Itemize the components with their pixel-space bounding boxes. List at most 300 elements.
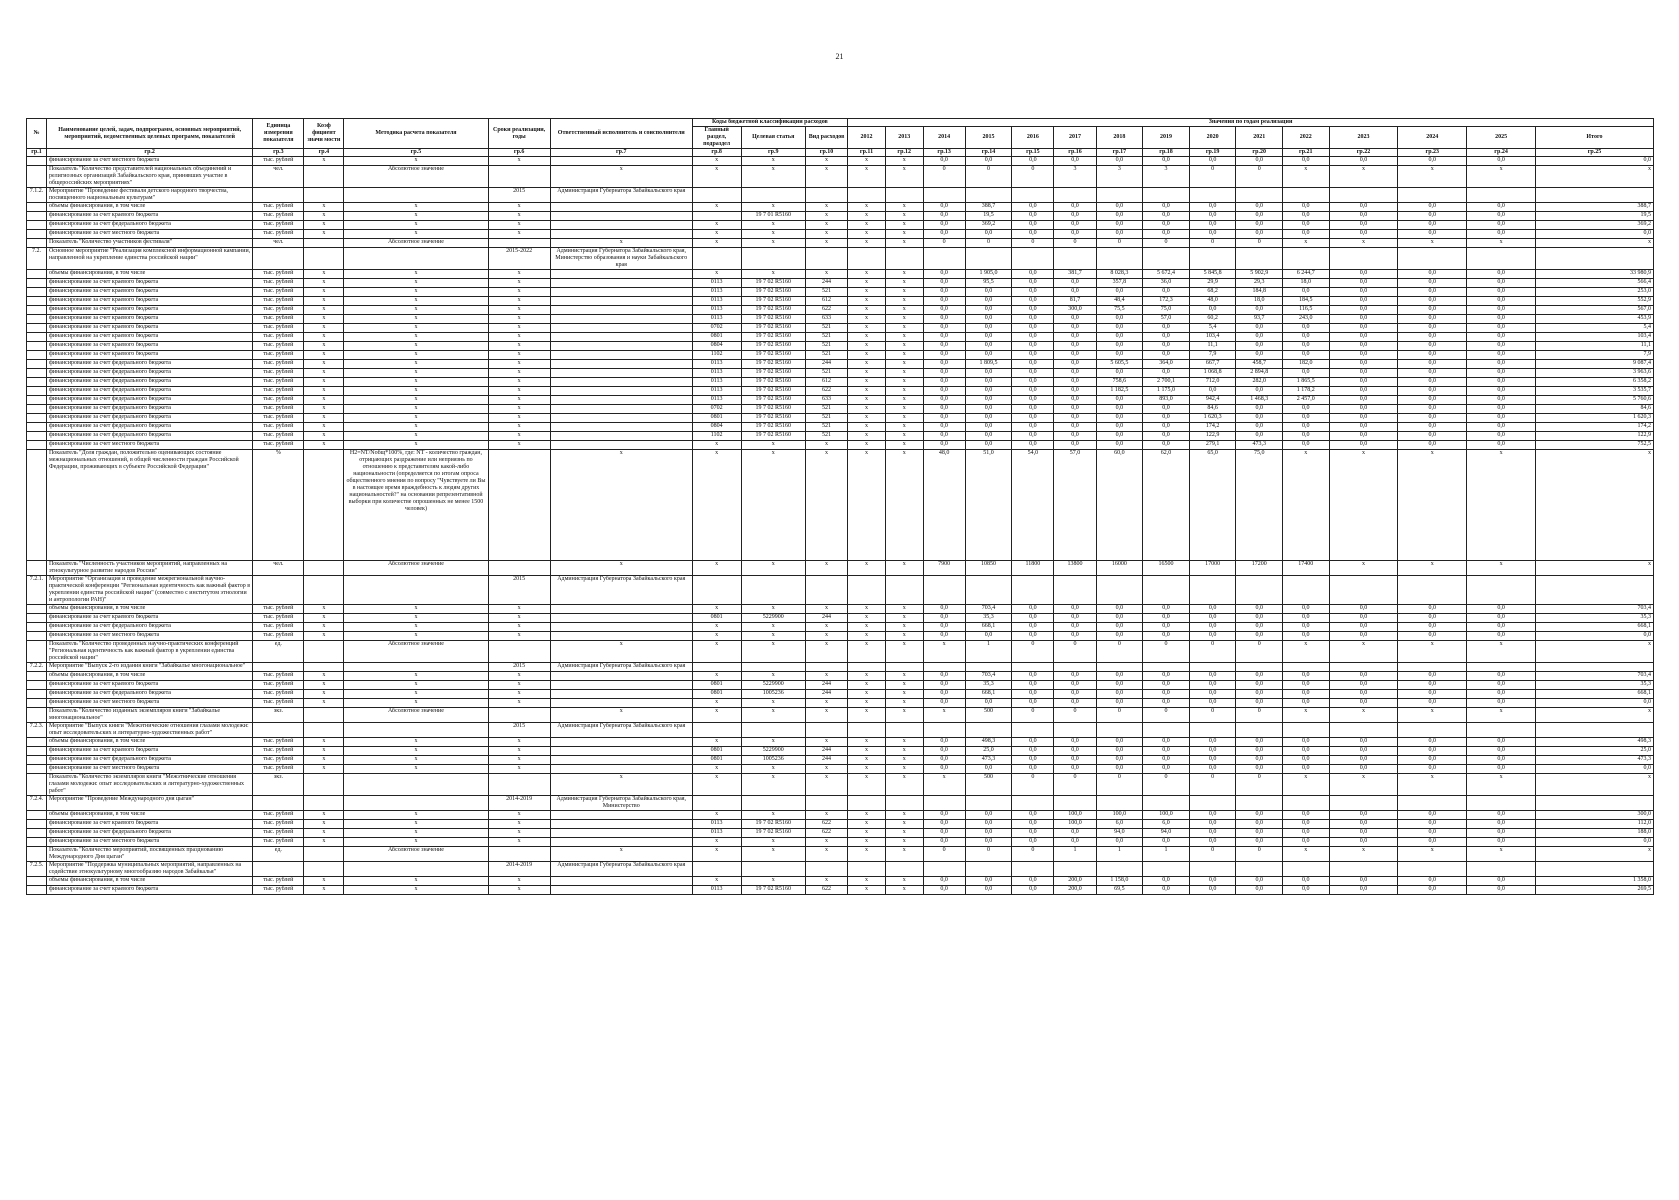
table-row xyxy=(27,820,1654,829)
row-year-value: x xyxy=(1329,708,1398,723)
row-year-value: 0,0 xyxy=(923,838,965,847)
row-year-value: 0,0 xyxy=(965,288,1012,297)
row-year-value: x xyxy=(885,829,923,838)
row-total: 0,0 xyxy=(1535,157,1653,166)
row-kbk: x xyxy=(805,641,847,663)
row-coefficient: x xyxy=(304,765,344,774)
table-row xyxy=(27,811,1654,820)
row-name: Основное мероприятие "Реализация комплексной информационной кампании, направленной на укрепление единства российской нации" xyxy=(46,248,252,270)
row-year-value: 0,0 xyxy=(1329,886,1398,895)
row-year-value: 369,2 xyxy=(965,221,1012,230)
row-year-value: x xyxy=(1398,847,1467,862)
header-unit: Единица измерения показателя xyxy=(253,119,304,149)
row-period: x xyxy=(488,324,550,333)
row-kbk: 0804 xyxy=(692,342,741,351)
program-table-container xyxy=(26,118,1654,895)
row-year-value: 0,0 xyxy=(1012,360,1054,369)
row-name: финансирование за счет местного бюджета xyxy=(46,838,252,847)
row-unit: тыс. рублей xyxy=(253,212,304,221)
row-year-value: 0,0 xyxy=(1012,632,1054,641)
row-year-value xyxy=(1467,862,1536,877)
row-kbk: x xyxy=(692,672,741,681)
row-year-value: 0,0 xyxy=(1012,342,1054,351)
row-year-value: 0,0 xyxy=(1282,230,1329,239)
row-year-value: 0,0 xyxy=(1282,423,1329,432)
row-year-value: 0 xyxy=(1054,239,1096,248)
column-number: гр.11 xyxy=(848,149,886,157)
row-year-value xyxy=(1096,576,1143,605)
row-coefficient: x xyxy=(304,405,344,414)
row-year-value: x xyxy=(1398,450,1467,561)
row-method: x xyxy=(344,405,488,414)
row-total: 25,0 xyxy=(1535,747,1653,756)
row-year-value: 0,0 xyxy=(1054,623,1096,632)
row-year-value: 81,7 xyxy=(1054,297,1096,306)
table-row xyxy=(27,351,1654,360)
row-period xyxy=(488,708,550,723)
row-kbk: 19 7 02 R5160 xyxy=(741,315,805,324)
row-period xyxy=(488,641,550,663)
row-unit: тыс. рублей xyxy=(253,360,304,369)
row-year-value: 0,0 xyxy=(1236,342,1283,351)
row-coefficient xyxy=(304,862,344,877)
row-coefficient xyxy=(304,796,344,811)
row-year-value: 3 xyxy=(1143,166,1190,188)
row-year-value xyxy=(1236,188,1283,203)
row-year-value: 0,0 xyxy=(1054,351,1096,360)
row-year-value: 0 xyxy=(1143,708,1190,723)
row-year-value xyxy=(1012,663,1054,672)
row-kbk: 244 xyxy=(805,690,847,699)
row-year-value: x xyxy=(848,672,886,681)
row-method: x xyxy=(344,699,488,708)
row-year-value xyxy=(1012,796,1054,811)
row-name: Мероприятие "Выпуск 2-го издания книги "Забайкалье многонациональное" xyxy=(46,663,252,672)
row-year-value xyxy=(1236,862,1283,877)
row-year-value: 6 244,7 xyxy=(1282,270,1329,279)
row-year-value: 0,0 xyxy=(1143,423,1190,432)
row-name: финансирование за счет федерального бюджета xyxy=(46,623,252,632)
row-name: финансирование за счет федерального бюджета xyxy=(46,829,252,838)
row-year-value: 0,0 xyxy=(1096,405,1143,414)
table-row xyxy=(27,423,1654,432)
row-year-value xyxy=(1054,188,1096,203)
row-method: x xyxy=(344,738,488,747)
row-year-value: 0,0 xyxy=(1282,811,1329,820)
row-responsible xyxy=(550,811,692,820)
row-year-value: 0,0 xyxy=(1189,230,1236,239)
row-year-value: x xyxy=(885,877,923,886)
row-year-value: 0,0 xyxy=(1467,333,1536,342)
row-responsible: x xyxy=(550,641,692,663)
row-kbk: 19 7 02 R5160 xyxy=(741,432,805,441)
row-unit: тыс. рублей xyxy=(253,230,304,239)
row-year-value: x xyxy=(885,847,923,862)
row-year-value: x xyxy=(1467,561,1536,576)
row-kbk: x xyxy=(805,239,847,248)
row-number xyxy=(27,690,47,699)
row-kbk xyxy=(692,663,741,672)
row-kbk: x xyxy=(741,450,805,561)
row-year-value: x xyxy=(1282,166,1329,188)
row-kbk: x xyxy=(741,838,805,847)
row-year-value xyxy=(965,188,1012,203)
row-unit: тыс. рублей xyxy=(253,351,304,360)
row-year-value: 0,0 xyxy=(1143,614,1190,623)
row-kbk: 19 7 02 R5160 xyxy=(741,387,805,396)
row-kbk: x xyxy=(741,270,805,279)
row-kbk: 244 xyxy=(805,747,847,756)
row-name: финансирование за счет федерального бюджета xyxy=(46,414,252,423)
header-year: 2017 xyxy=(1054,127,1096,149)
row-year-value: 388,7 xyxy=(965,203,1012,212)
row-kbk: 19 7 02 R5160 xyxy=(741,414,805,423)
row-year-value: x xyxy=(885,315,923,324)
row-year-value: 95,5 xyxy=(965,279,1012,288)
row-year-value: 0,0 xyxy=(1143,765,1190,774)
row-kbk: x xyxy=(741,623,805,632)
row-coefficient: x xyxy=(304,414,344,423)
row-year-value: x xyxy=(848,166,886,188)
row-year-value: 0,0 xyxy=(1054,157,1096,166)
row-year-value: 0,0 xyxy=(965,387,1012,396)
row-year-value: 0,0 xyxy=(1054,738,1096,747)
row-year-value: 0,0 xyxy=(1282,690,1329,699)
row-total: 0,0 xyxy=(1535,838,1653,847)
row-unit: тыс. рублей xyxy=(253,614,304,623)
row-kbk: x xyxy=(692,605,741,614)
row-year-value: 0 xyxy=(1012,239,1054,248)
row-year-value: 0,0 xyxy=(1467,614,1536,623)
row-year-value: 0 xyxy=(1236,774,1283,796)
row-number xyxy=(27,369,47,378)
row-year-value: 0,0 xyxy=(1054,765,1096,774)
row-responsible: Администрация Губернатора Забайкальского края xyxy=(550,663,692,672)
row-coefficient: x xyxy=(304,820,344,829)
row-year-value: x xyxy=(848,351,886,360)
header-year: 2013 xyxy=(885,127,923,149)
table-row xyxy=(27,723,1654,738)
row-year-value: x xyxy=(885,270,923,279)
row-year-value xyxy=(1467,248,1536,270)
row-method: x xyxy=(344,387,488,396)
row-year-value: 0,0 xyxy=(1282,212,1329,221)
row-year-value: 0,0 xyxy=(1329,672,1398,681)
row-year-value: x xyxy=(1282,450,1329,561)
row-year-value: 17000 xyxy=(1189,561,1236,576)
row-year-value: 0,0 xyxy=(1329,405,1398,414)
row-kbk: 612 xyxy=(805,297,847,306)
column-number: гр.20 xyxy=(1236,149,1283,157)
row-method: x xyxy=(344,681,488,690)
row-responsible xyxy=(550,333,692,342)
row-period: 2014-2019 xyxy=(488,862,550,877)
column-number: гр.9 xyxy=(741,149,805,157)
row-year-value: x xyxy=(848,423,886,432)
row-kbk: 19 7 02 R5160 xyxy=(741,306,805,315)
column-number: гр.23 xyxy=(1398,149,1467,157)
row-year-value: 0,0 xyxy=(1398,414,1467,423)
row-year-value: 0 xyxy=(1012,708,1054,723)
row-method: Абсолютное значение xyxy=(344,641,488,663)
table-row xyxy=(27,699,1654,708)
row-year-value: x xyxy=(1329,847,1398,862)
row-year-value: 0,0 xyxy=(923,212,965,221)
row-name: финансирование за счет краевого бюджета xyxy=(46,886,252,895)
row-kbk: x xyxy=(805,166,847,188)
row-responsible xyxy=(550,623,692,632)
row-year-value: 0,0 xyxy=(1096,738,1143,747)
row-year-value: 0,0 xyxy=(1398,351,1467,360)
row-year-value: 0,0 xyxy=(1012,387,1054,396)
row-kbk xyxy=(692,862,741,877)
row-year-value: 100,0 xyxy=(1054,820,1096,829)
row-year-value xyxy=(1329,248,1398,270)
row-total: 33 980,9 xyxy=(1535,270,1653,279)
row-year-value: 0,0 xyxy=(1282,342,1329,351)
row-year-value: 0,0 xyxy=(1143,157,1190,166)
row-method: x xyxy=(344,632,488,641)
row-year-value: 0,0 xyxy=(1398,203,1467,212)
row-year-value: 0,0 xyxy=(1054,681,1096,690)
row-kbk: x xyxy=(692,699,741,708)
row-number xyxy=(27,681,47,690)
row-year-value: 0,0 xyxy=(1096,396,1143,405)
row-unit: тыс. рублей xyxy=(253,306,304,315)
row-kbk: x xyxy=(741,230,805,239)
row-year-value: 0,0 xyxy=(1282,632,1329,641)
row-total: 103,4 xyxy=(1535,333,1653,342)
row-name: объемы финансирования, в том числе xyxy=(46,738,252,747)
row-year-value: x xyxy=(885,765,923,774)
row-year-value: 0,0 xyxy=(923,342,965,351)
row-year-value: x xyxy=(1467,239,1536,248)
row-unit: тыс. рублей xyxy=(253,738,304,747)
row-period: x xyxy=(488,756,550,765)
header-year: 2021 xyxy=(1236,127,1283,149)
row-year-value: 0,0 xyxy=(1012,315,1054,324)
row-year-value: 35,3 xyxy=(965,681,1012,690)
row-coefficient: x xyxy=(304,230,344,239)
row-year-value: 11,1 xyxy=(1189,342,1236,351)
row-year-value: 0,0 xyxy=(1236,747,1283,756)
row-year-value: x xyxy=(1467,450,1536,561)
row-year-value xyxy=(848,663,886,672)
row-kbk: x xyxy=(692,561,741,576)
row-responsible: Администрация Губернатора Забайкальского края xyxy=(550,862,692,877)
row-kbk: 19 7 02 R5160 xyxy=(741,333,805,342)
header-method: Методика расчета показателя xyxy=(344,119,488,149)
row-year-value: 29,3 xyxy=(1236,279,1283,288)
row-number xyxy=(27,561,47,576)
row-year-value: 0,0 xyxy=(923,765,965,774)
row-year-value: 0,0 xyxy=(1012,212,1054,221)
row-year-value: 0,0 xyxy=(1012,623,1054,632)
table-row xyxy=(27,306,1654,315)
row-year-value: x xyxy=(1467,708,1536,723)
row-year-value: 0,0 xyxy=(1054,405,1096,414)
row-coefficient: x xyxy=(304,342,344,351)
row-period: x xyxy=(488,396,550,405)
row-number xyxy=(27,360,47,369)
row-year-value: 0,0 xyxy=(1398,230,1467,239)
row-kbk: x xyxy=(805,708,847,723)
row-year-value: 0,0 xyxy=(1054,747,1096,756)
row-year-value: 0 xyxy=(1012,774,1054,796)
row-responsible xyxy=(550,157,692,166)
row-unit: чел. xyxy=(253,561,304,576)
row-period: x xyxy=(488,414,550,423)
row-kbk: 521 xyxy=(805,432,847,441)
row-year-value: 0,0 xyxy=(965,333,1012,342)
row-year-value: 0,0 xyxy=(1012,886,1054,895)
row-year-value: 0,0 xyxy=(1329,221,1398,230)
row-year-value: x xyxy=(885,333,923,342)
row-year-value: 0,0 xyxy=(1467,342,1536,351)
row-year-value: 473,3 xyxy=(965,756,1012,765)
table-row xyxy=(27,690,1654,699)
row-number xyxy=(27,738,47,747)
row-kbk xyxy=(805,248,847,270)
row-year-value: 0,0 xyxy=(923,279,965,288)
row-kbk: x xyxy=(741,738,805,747)
row-method: Абсолютное значение xyxy=(344,561,488,576)
row-year-value: 0,0 xyxy=(1189,614,1236,623)
row-responsible xyxy=(550,270,692,279)
row-year-value: x xyxy=(885,699,923,708)
row-year-value: 0,0 xyxy=(923,623,965,632)
row-kbk: x xyxy=(805,212,847,221)
row-year-value: x xyxy=(885,288,923,297)
row-year-value: 0,0 xyxy=(1329,351,1398,360)
row-year-value xyxy=(1012,248,1054,270)
row-coefficient: x xyxy=(304,351,344,360)
row-year-value: 0,0 xyxy=(1329,441,1398,450)
row-kbk: 19 7 02 R5160 xyxy=(741,829,805,838)
row-year-value: 16500 xyxy=(1143,561,1190,576)
row-year-value: 62,0 xyxy=(1143,450,1190,561)
row-method: x xyxy=(344,829,488,838)
row-year-value: 0,0 xyxy=(1143,747,1190,756)
row-year-value: 0,0 xyxy=(1329,157,1398,166)
row-year-value: x xyxy=(848,212,886,221)
row-year-value: x xyxy=(848,641,886,663)
row-name: финансирование за счет краевого бюджета xyxy=(46,351,252,360)
row-year-value: 0 xyxy=(1096,774,1143,796)
row-method: x xyxy=(344,221,488,230)
row-method: x xyxy=(344,838,488,847)
row-year-value: 0,0 xyxy=(1143,672,1190,681)
header-year: 2014 xyxy=(923,127,965,149)
row-year-value: 0,0 xyxy=(1467,157,1536,166)
row-year-value xyxy=(1054,663,1096,672)
row-kbk: 0801 xyxy=(692,681,741,690)
row-kbk: 622 xyxy=(805,829,847,838)
row-year-value: 0,0 xyxy=(1329,360,1398,369)
row-kbk xyxy=(692,188,741,203)
row-number: 7.2.5. xyxy=(27,862,47,877)
row-unit: чел. xyxy=(253,166,304,188)
row-year-value: 0,0 xyxy=(923,221,965,230)
row-year-value: 0,0 xyxy=(1189,738,1236,747)
row-year-value: 0,0 xyxy=(1398,297,1467,306)
row-year-value: 6,0 xyxy=(1096,820,1143,829)
row-year-value: 0,0 xyxy=(1329,829,1398,838)
row-year-value: 300,0 xyxy=(1054,306,1096,315)
row-total: 174,2 xyxy=(1535,423,1653,432)
row-coefficient: x xyxy=(304,157,344,166)
row-kbk xyxy=(741,248,805,270)
row-responsible: x xyxy=(550,774,692,796)
row-number: 7.2.2. xyxy=(27,663,47,672)
row-number xyxy=(27,414,47,423)
row-year-value: x xyxy=(923,774,965,796)
row-year-value: 0,0 xyxy=(923,297,965,306)
row-year-value: 48,0 xyxy=(923,450,965,561)
row-year-value: 0,0 xyxy=(1329,632,1398,641)
table-row xyxy=(27,288,1654,297)
row-kbk: x xyxy=(741,847,805,862)
row-responsible xyxy=(550,288,692,297)
row-year-value: 0,0 xyxy=(1398,681,1467,690)
row-total: 0,0 xyxy=(1535,699,1653,708)
row-year-value: 0,0 xyxy=(1398,747,1467,756)
row-number xyxy=(27,672,47,681)
row-period: x xyxy=(488,387,550,396)
row-period: x xyxy=(488,886,550,895)
column-number: гр.24 xyxy=(1467,149,1536,157)
row-year-value: 0,0 xyxy=(1329,614,1398,623)
row-year-value: 0,0 xyxy=(1012,432,1054,441)
row-year-value: 19,5 xyxy=(965,212,1012,221)
table-row xyxy=(27,203,1654,212)
row-year-value: 0,0 xyxy=(1054,221,1096,230)
row-period xyxy=(488,847,550,862)
row-year-value: 279,1 xyxy=(1189,441,1236,450)
row-responsible xyxy=(550,765,692,774)
row-year-value: 0,0 xyxy=(1282,203,1329,212)
row-year-value: 0,0 xyxy=(1189,699,1236,708)
row-year-value: 473,3 xyxy=(1236,441,1283,450)
row-year-value: 0,0 xyxy=(1143,605,1190,614)
row-year-value: 0,0 xyxy=(1143,838,1190,847)
row-year-value: 5 605,5 xyxy=(1096,360,1143,369)
row-unit: тыс. рублей xyxy=(253,877,304,886)
row-kbk: 5229900 xyxy=(741,681,805,690)
row-year-value: 0,0 xyxy=(1143,333,1190,342)
row-year-value: x xyxy=(885,820,923,829)
row-kbk: 244 xyxy=(805,279,847,288)
row-year-value: 0,0 xyxy=(1054,423,1096,432)
row-year-value: 0,0 xyxy=(1054,315,1096,324)
row-year-value: x xyxy=(885,360,923,369)
row-total: 5 760,6 xyxy=(1535,396,1653,405)
row-coefficient: x xyxy=(304,811,344,820)
header-period: Сроки реализации, годы xyxy=(488,119,550,149)
row-coefficient: x xyxy=(304,270,344,279)
row-responsible: Администрация Губернатора Забайкальского края xyxy=(550,576,692,605)
row-year-value: 17200 xyxy=(1236,561,1283,576)
row-year-value: x xyxy=(885,886,923,895)
row-year-value: 0 xyxy=(1012,847,1054,862)
row-year-value xyxy=(1189,862,1236,877)
row-kbk: x xyxy=(741,221,805,230)
row-kbk: 0113 xyxy=(692,378,741,387)
row-year-value: 0,0 xyxy=(1282,441,1329,450)
row-period xyxy=(488,166,550,188)
row-year-value: 0,0 xyxy=(923,423,965,432)
row-name: Показатель "Количество экземпляров книги "Межэтнические отношения глазами молодежи: опыт исследовательских и литературно-художественных работ" xyxy=(46,774,252,796)
